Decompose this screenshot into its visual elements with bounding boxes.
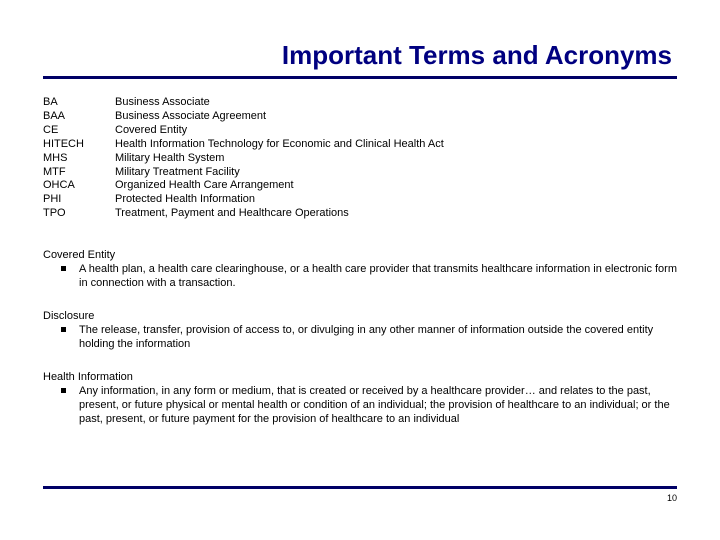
acronym: CE [43, 123, 59, 136]
acronym: MHS [43, 151, 68, 164]
acronym-meaning: Covered Entity [115, 123, 188, 136]
square-bullet-icon [61, 327, 66, 332]
acronym-meaning: Treatment, Payment and Healthcare Operations [115, 207, 349, 220]
definition-bullet [43, 323, 677, 351]
footer-divider [43, 486, 677, 489]
title-divider [43, 76, 677, 79]
acronym-meaning: Business Associate [115, 96, 210, 108]
definition-bullet [43, 262, 677, 290]
definition-block [43, 248, 677, 290]
square-bullet-icon [61, 388, 66, 393]
acronym: BA [43, 96, 58, 108]
definition-block [43, 309, 677, 351]
acronym-column [43, 96, 84, 221]
slide-title: Important Terms and Acronyms [281, 40, 672, 70]
acronym-meaning: Health Information Technology for Economic and Clinical Health Act [115, 137, 444, 150]
definition-block [43, 370, 677, 426]
acronym-meaning: Organized Health Care Arrangement [115, 179, 294, 192]
acronym-meaning: Military Treatment Facility [115, 165, 240, 178]
acronym: OHCA [43, 179, 75, 192]
definition-term: Health Information [43, 371, 133, 383]
page-number: 10 [666, 493, 677, 503]
definition-term: Covered Entity [43, 249, 116, 261]
definition-text: A health plan, a health care clearinghouse, or a health care provider that transmits healthcare information in electronic form in connection with a transaction. [79, 263, 677, 289]
acronym: PHI [43, 193, 62, 206]
acronym-meaning: Business Associate Agreement [115, 109, 267, 122]
definition-bullet [43, 384, 677, 426]
definition-text: Any information, in any form or medium, that is created or received by a healthcare provider… and relates to the past, present, or future physical or mental health or condition of an individual; the provision of healthcare to an individual; or the past, present, or future payment for the provision of healthcare to an individual [79, 385, 670, 425]
definition-term: Disclosure [43, 310, 95, 322]
acronym: MTF [43, 165, 66, 178]
acronym: BAA [43, 109, 66, 122]
definition-text: The release, transfer, provision of access to, or divulging in any other manner of information outside the covered entity holding the information [79, 324, 654, 350]
acronym-meaning: Protected Health Information [115, 193, 256, 206]
acronym: HITECH [43, 137, 84, 150]
definitions [43, 240, 677, 426]
acronym: TPO [43, 207, 66, 220]
acronym-meaning: Military Health System [115, 151, 225, 164]
meaning-column [115, 96, 444, 221]
square-bullet-icon [61, 266, 66, 271]
